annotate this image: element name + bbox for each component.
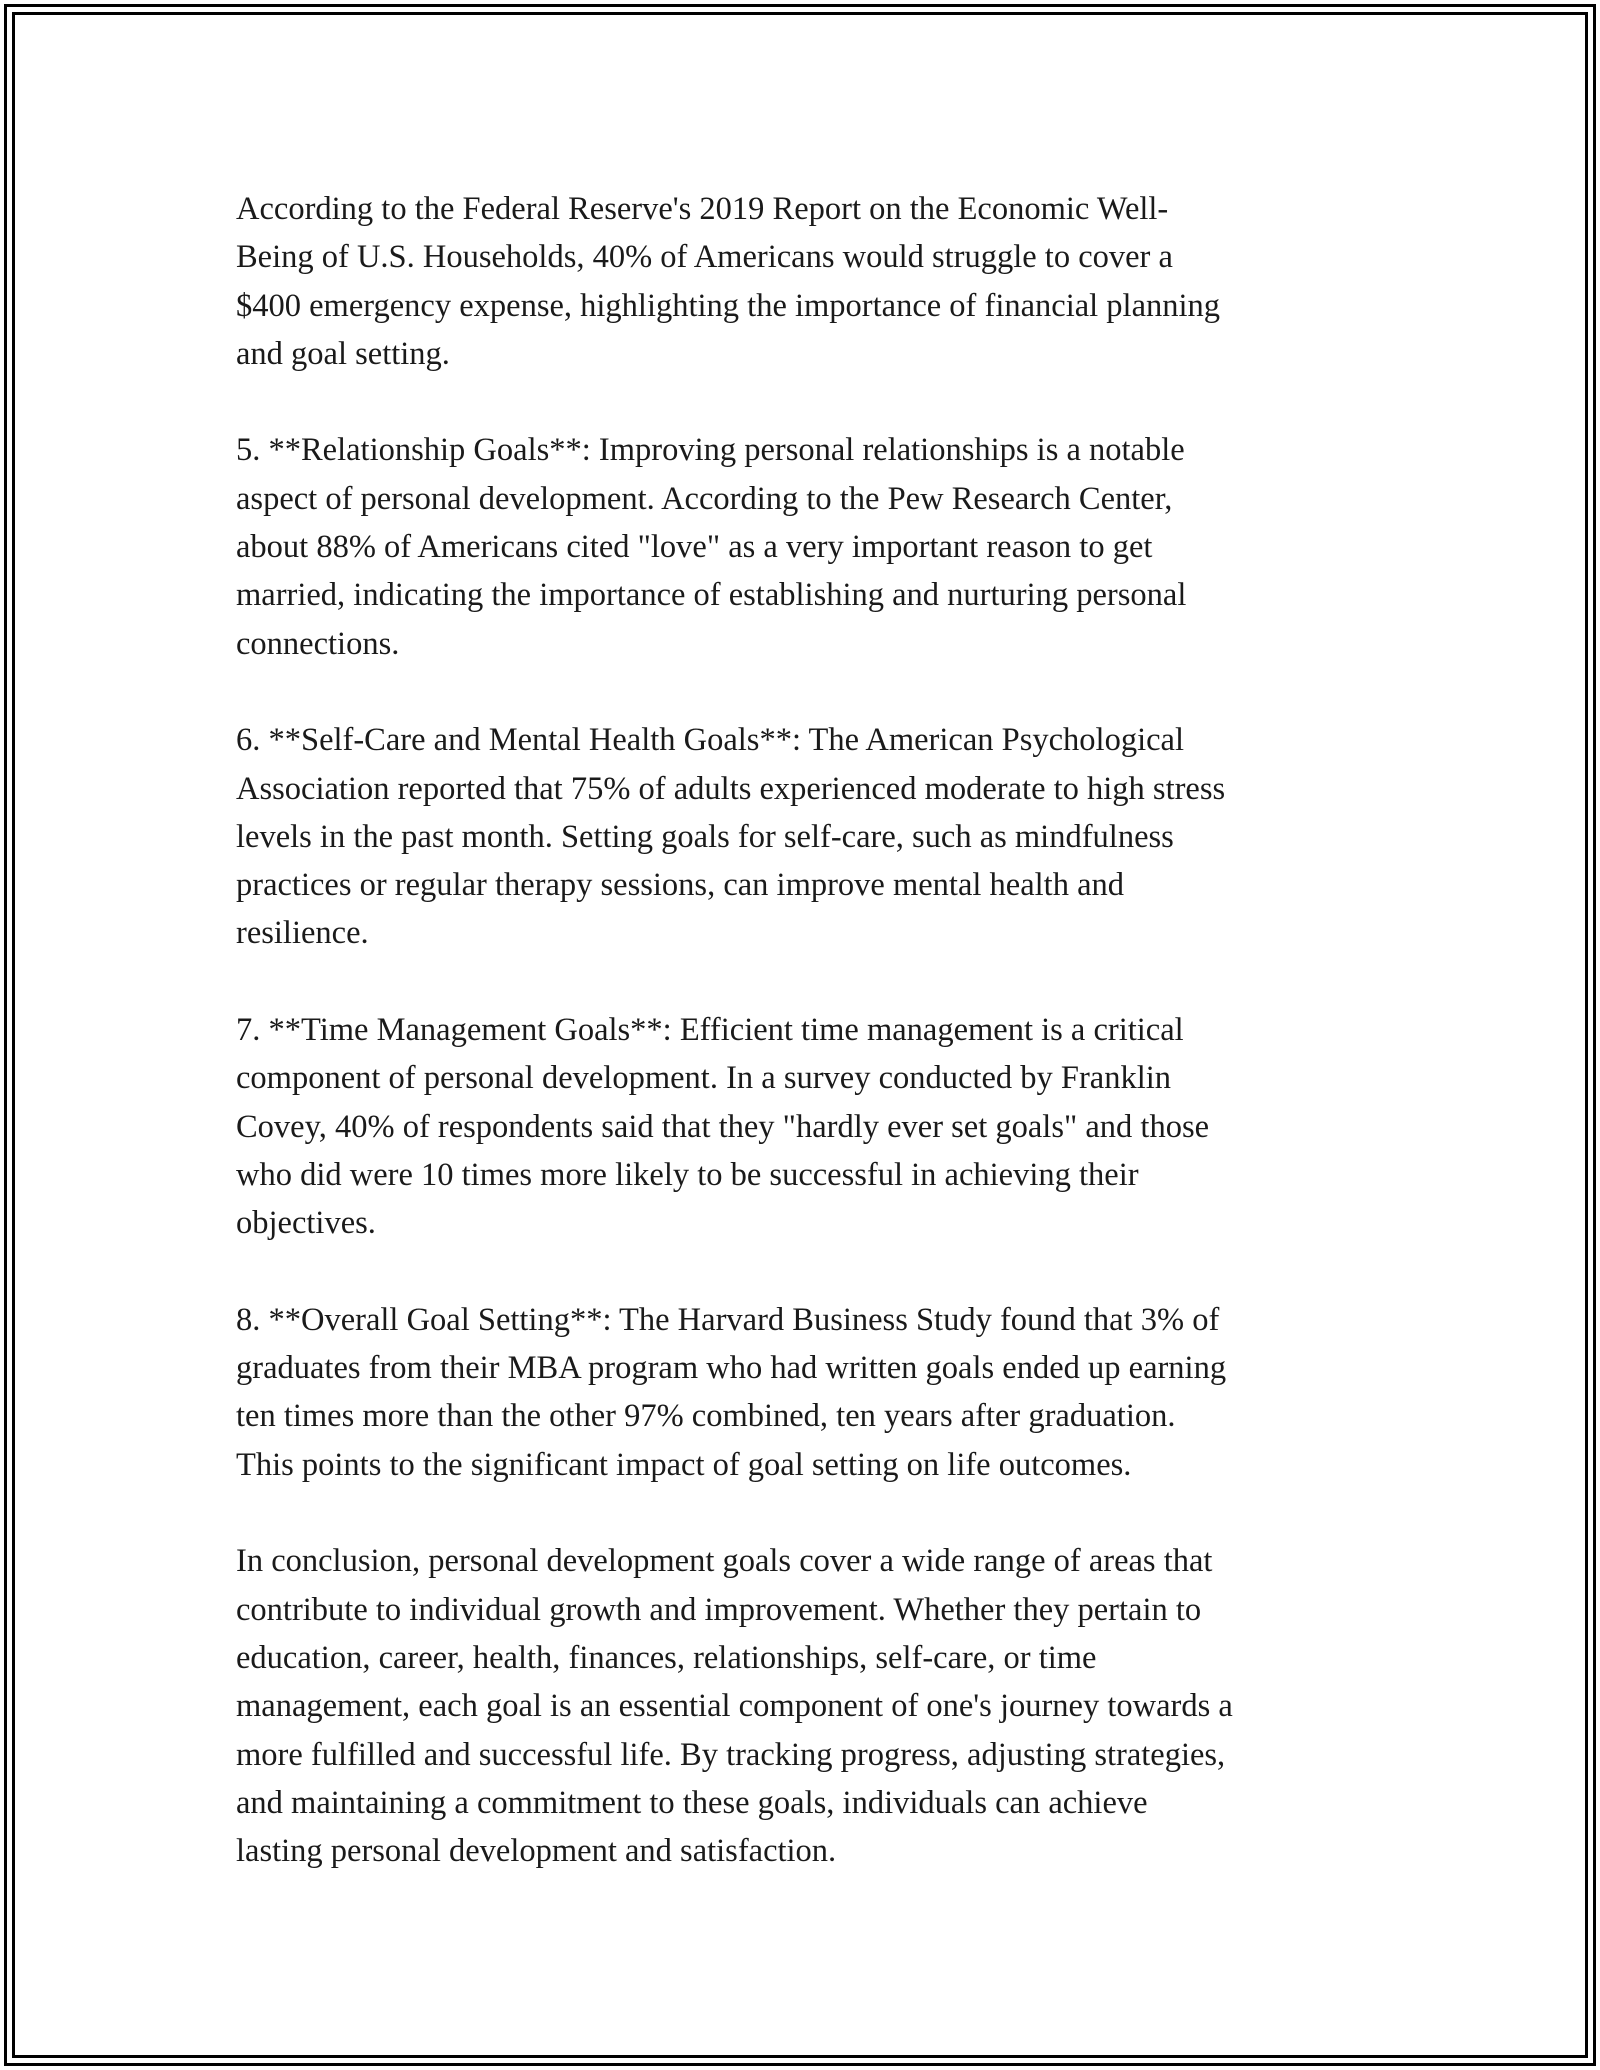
paragraph-financial-intro: According to the Federal Reserve's 2019 Report on the Economic Well- Being of U.S. Households, 40% of Americans would struggle to cover a $400 emergency expense, highlighting the importance of financial planning and goal setting. [236,191,1221,372]
paragraph-self-care-goals: 6. **Self-Care and Mental Health Goals**: The American Psychological Association reported that 75% of adults experienced moderate to high stress levels in the past month. Setting goals for self-care, such as mindfulness practices or regular therapy sessions, can improve mental health and resilience. [236,722,1226,952]
paragraph-relationship-goals: 5. **Relationship Goals**: Improving personal relationships is a notable aspect of personal development. According to the Pew Research Center, about 88% of Americans cited "love" as a very important reason to get married, indicating the importance of establishing and nurturing personal connections. [236,432,1187,662]
paragraph-time-management-goals: 7. **Time Management Goals**: Efficient time management is a critical component of personal development. In a survey conducted by Franklin Covey, 40% of respondents said that they "hardly ever set goals" and those who did were 10 times more likely to be successful in achieving their objectives. [236,1012,1210,1242]
paragraph-overall-goal-setting: 8. **Overall Goal Setting**: The Harvard Business Study found that 3% of graduates from their MBA program who had written goals ended up earning ten times more than the other 97% combined, ten years after graduation. This points to the significant impact of goal setting on life outcomes. [236,1301,1227,1483]
paragraph-conclusion: In conclusion, personal development goals cover a wide range of areas that contribute to individual growth and improvement. Whether they pertain to education, career, health, finances, relationships, self-care, or time management, each goal is an essential component of one's journey towards a more fulfilled and successful life. By tracking progress, adjusting strategies, and maintaining a commitment to these goals, individuals can achieve lasting personal development and satisfaction. [236,1543,1233,1870]
document-body [236,185,1376,1875]
